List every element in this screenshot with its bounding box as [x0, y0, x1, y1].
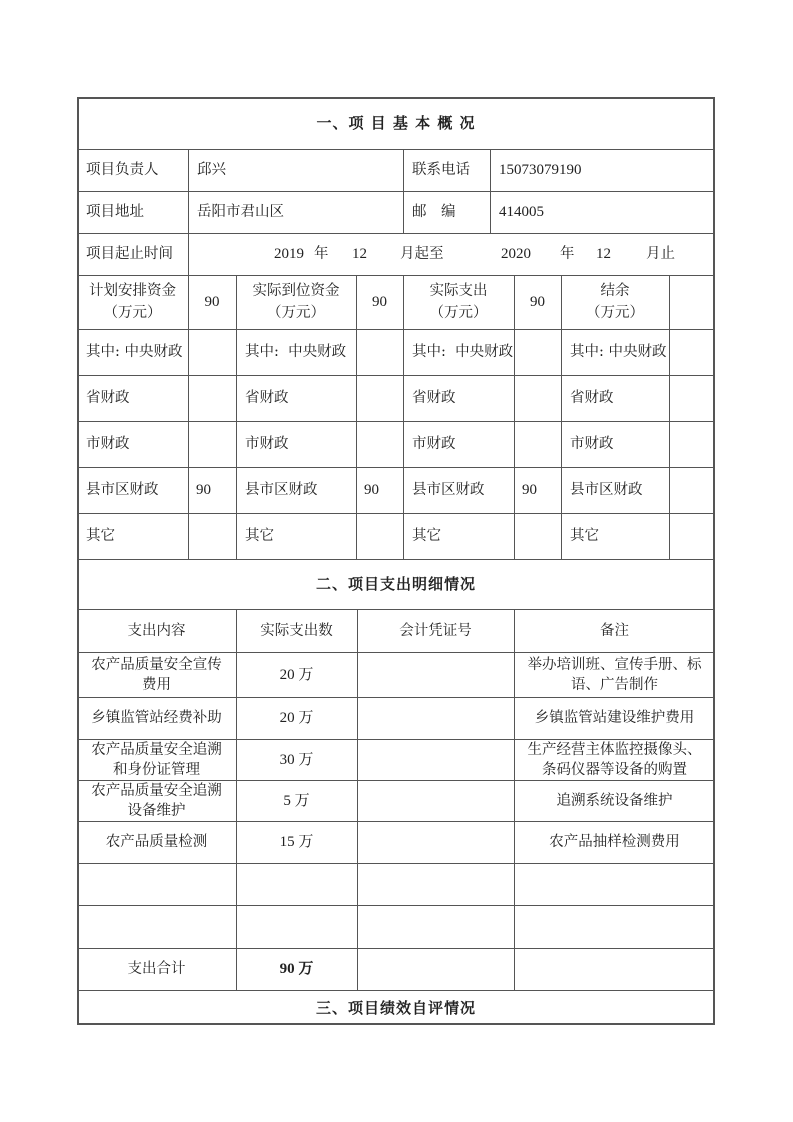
grid-line — [188, 149, 189, 275]
funding-source-value-cell — [188, 421, 236, 467]
address-value: 岳阳市君山区 — [197, 204, 284, 220]
grid-line — [188, 275, 189, 559]
grid-line — [77, 467, 715, 468]
funding-source-label-cell — [236, 467, 356, 513]
expense-note: 举办培训班、宣传手册、标 语、广告制作 — [527, 656, 702, 693]
section1-title: 一、项 目 基 本 概 况 — [316, 114, 476, 132]
postcode-value: 414005 — [499, 204, 544, 220]
section2-title-cell — [77, 559, 715, 609]
funding-source-value: 90 — [364, 482, 379, 498]
period-end-suffix: 月止 — [646, 246, 675, 262]
grid-line — [77, 652, 715, 653]
funding-source-label: 其中: 中央财政 — [245, 344, 347, 360]
expense-voucher-cell — [357, 863, 514, 905]
grid-line — [669, 275, 670, 559]
funding-source-label-cell — [403, 467, 514, 513]
funding-source-value-cell — [514, 375, 561, 421]
expense-note-cell — [514, 821, 715, 863]
period-start-month: 12 — [352, 246, 367, 262]
funding-source-label-cell — [403, 375, 514, 421]
expense-content: 农产品质量检测 — [105, 834, 208, 850]
column-header: 备注 — [600, 622, 629, 639]
address-value-cell — [188, 191, 403, 233]
expense-content-cell — [77, 821, 236, 863]
grid-line — [77, 233, 715, 234]
funding-source-label: 县市区财政 — [245, 482, 318, 498]
grid-line — [77, 697, 715, 698]
grid-line — [77, 739, 715, 740]
expense-content-cell — [77, 905, 236, 948]
grid-line — [236, 609, 237, 990]
funding-source-value-cell — [514, 513, 561, 559]
postcode-value-cell — [490, 191, 715, 233]
expense-note-cell — [514, 780, 715, 821]
funding-source-label-cell — [236, 513, 356, 559]
grid-line — [77, 149, 715, 150]
funding-source-label: 其它 — [245, 528, 274, 544]
funding-source-value-cell — [514, 421, 561, 467]
funding-source-value: 90 — [196, 482, 211, 498]
period-end-year: 2020 — [501, 246, 531, 262]
grid-line — [403, 149, 404, 233]
funding-source-label-cell — [561, 467, 669, 513]
funding-source-value-cell — [356, 421, 403, 467]
expense-content: 农产品质量安全宣传 费用 — [91, 656, 222, 693]
expense-note-cell — [514, 863, 715, 905]
funding-source-label-cell — [561, 329, 669, 375]
expense-header-voucher — [357, 609, 514, 652]
funding-header-balance — [561, 275, 669, 329]
address-label-cell — [77, 191, 188, 233]
funding-header-planned — [77, 275, 188, 329]
expense-amount-cell — [236, 739, 357, 780]
funding-source-label-cell — [77, 467, 188, 513]
phone-value-cell — [490, 149, 715, 191]
funding-source-label: 省财政 — [412, 390, 456, 406]
funding-source-value-cell — [188, 375, 236, 421]
funding-source-label: 县市区财政 — [412, 482, 485, 498]
grid-line — [77, 275, 715, 276]
expense-total-label-cell — [77, 948, 236, 990]
leader-value-cell — [188, 149, 403, 191]
expense-voucher-cell — [357, 780, 514, 821]
period-end-year-unit: 年 — [560, 246, 575, 262]
expense-amount: 15 万 — [279, 834, 314, 850]
grid-line — [514, 609, 515, 990]
expense-note: 生产经营主体监控摄像头、 条码仪器等设备的购置 — [527, 741, 702, 778]
grid-line — [356, 275, 357, 559]
funding-source-value-cell — [188, 329, 236, 375]
expense-content-cell — [77, 863, 236, 905]
period-label: 项目起止时间 — [86, 246, 173, 262]
funding-source-value-cell — [356, 329, 403, 375]
expense-amount: 20 万 — [279, 710, 314, 726]
expense-voucher-cell — [357, 652, 514, 697]
funding-source-label-cell — [403, 513, 514, 559]
column-header: 实际支出数 — [260, 622, 333, 639]
expense-amount: 5 万 — [283, 792, 310, 809]
funding-value-spent — [514, 275, 561, 329]
expense-voucher-cell — [357, 905, 514, 948]
funding-source-label: 市财政 — [245, 436, 289, 452]
funding-header-value: 90 — [530, 294, 545, 310]
funding-source-value-cell — [514, 467, 561, 513]
expense-content-cell — [77, 780, 236, 821]
expense-total-voucher-cell — [357, 948, 514, 990]
grid-line — [77, 375, 715, 376]
funding-source-value-cell — [356, 467, 403, 513]
funding-source-label: 县市区财政 — [570, 482, 643, 498]
address-label: 项目地址 — [86, 204, 144, 220]
expense-content-cell — [77, 739, 236, 780]
expense-amount-cell — [236, 697, 357, 739]
grid-line — [77, 609, 715, 610]
column-header: 支出内容 — [127, 622, 186, 639]
expense-amount-cell — [236, 780, 357, 821]
funding-source-label-cell — [236, 329, 356, 375]
expense-voucher-cell — [357, 697, 514, 739]
period-start-suffix: 月起至 — [400, 246, 444, 262]
funding-source-label-cell — [561, 375, 669, 421]
funding-header-spent — [403, 275, 514, 329]
funding-source-label-cell — [77, 329, 188, 375]
funding-source-value-cell — [188, 513, 236, 559]
funding-source-label-cell — [236, 421, 356, 467]
grid-line — [403, 275, 404, 559]
funding-source-value-cell — [356, 375, 403, 421]
funding-value-received — [356, 275, 403, 329]
expense-content-cell — [77, 652, 236, 697]
grid-line — [77, 329, 715, 330]
expense-total-value-cell — [236, 948, 357, 990]
section1-title-cell — [77, 97, 715, 149]
grid-line — [77, 513, 715, 514]
funding-source-label-cell — [236, 375, 356, 421]
expense-header-content — [77, 609, 236, 652]
expense-note: 农产品抽样检测费用 — [549, 834, 680, 850]
expense-note-cell — [514, 739, 715, 780]
expense-total-value: 90 万 — [279, 961, 314, 977]
expense-amount-cell — [236, 863, 357, 905]
funding-source-label: 省财政 — [86, 390, 130, 406]
grid-line — [77, 780, 715, 781]
expense-note-cell — [514, 905, 715, 948]
funding-source-label-cell — [403, 329, 514, 375]
phone-label: 联系电话 — [412, 162, 470, 178]
column-header: 会计凭证号 — [399, 622, 472, 639]
expense-total-label: 支出合计 — [127, 961, 186, 977]
funding-source-label: 其它 — [86, 528, 115, 544]
postcode-label-cell — [403, 191, 490, 233]
expense-note: 追溯系统设备维护 — [556, 792, 673, 809]
section3-title: 三、项目绩效自评情况 — [315, 998, 476, 1017]
funding-source-label: 省财政 — [570, 390, 614, 406]
grid-line — [77, 191, 715, 192]
grid-line — [77, 948, 715, 949]
grid-line — [236, 275, 237, 559]
period-start-year-unit: 年 — [314, 246, 329, 262]
period-label-cell — [77, 233, 188, 275]
expense-note: 乡镇监管站建设维护费用 — [534, 710, 695, 726]
period-end-month: 12 — [596, 246, 611, 262]
expense-amount-cell — [236, 905, 357, 948]
funding-source-value-cell — [356, 513, 403, 559]
grid-line — [77, 559, 715, 560]
grid-line — [561, 275, 562, 559]
funding-source-label: 其中: 中央财政 — [570, 344, 667, 360]
expense-note-cell — [514, 697, 715, 739]
funding-value-balance — [669, 275, 715, 329]
expense-amount-cell — [236, 821, 357, 863]
funding-header-label: 实际到位资金 （万元） — [252, 283, 340, 321]
funding-header-label: 结余 （万元） — [586, 283, 644, 321]
funding-source-value-cell — [669, 467, 715, 513]
expense-header-amount — [236, 609, 357, 652]
leader-label: 项目负责人 — [86, 162, 159, 178]
funding-source-label-cell — [77, 513, 188, 559]
funding-source-value-cell — [514, 329, 561, 375]
funding-source-label-cell — [403, 421, 514, 467]
funding-header-label: 实际支出 （万元） — [429, 283, 488, 321]
expense-amount: 20 万 — [279, 666, 314, 683]
grid-line — [77, 990, 715, 991]
expense-total-note-cell — [514, 948, 715, 990]
funding-source-label: 省财政 — [245, 390, 289, 406]
section2-title: 二、项目支出明细情况 — [315, 575, 476, 593]
expense-note-cell — [514, 652, 715, 697]
funding-source-value-cell — [669, 329, 715, 375]
funding-header-received — [236, 275, 356, 329]
grid-line — [514, 275, 515, 559]
grid-line — [77, 863, 715, 864]
period-value-cell — [188, 233, 715, 275]
section3-title-cell — [77, 990, 715, 1025]
funding-source-label: 市财政 — [412, 436, 456, 452]
funding-value-planned — [188, 275, 236, 329]
grid-line — [357, 609, 358, 990]
funding-source-label-cell — [561, 513, 669, 559]
funding-source-label: 市财政 — [570, 436, 614, 452]
expense-voucher-cell — [357, 739, 514, 780]
funding-header-value: 90 — [204, 294, 220, 310]
funding-source-label: 其它 — [412, 528, 441, 544]
period-start-year: 2019 — [274, 246, 304, 262]
grid-line — [77, 421, 715, 422]
funding-source-label: 其中: 中央财政 — [86, 344, 183, 360]
funding-source-label: 其它 — [570, 528, 599, 544]
funding-source-label: 县市区财政 — [86, 482, 159, 498]
expense-amount: 30 万 — [279, 751, 314, 768]
leader-label-cell — [77, 149, 188, 191]
funding-source-label: 市财政 — [86, 436, 130, 452]
expense-voucher-cell — [357, 821, 514, 863]
grid-line — [77, 905, 715, 906]
grid-line — [77, 821, 715, 822]
funding-source-label-cell — [77, 375, 188, 421]
funding-header-label: 计划安排资金 （万元） — [89, 283, 176, 321]
expense-content: 乡镇监管站经费补助 — [91, 710, 222, 726]
phone-label-cell — [403, 149, 490, 191]
funding-source-value-cell — [669, 375, 715, 421]
expense-header-note — [514, 609, 715, 652]
expense-amount-cell — [236, 652, 357, 697]
funding-header-value: 90 — [372, 294, 387, 310]
expense-content: 农产品质量安全追溯 和身份证管理 — [91, 741, 222, 778]
funding-source-label-cell — [77, 421, 188, 467]
expense-content-cell — [77, 697, 236, 739]
funding-source-value-cell — [669, 421, 715, 467]
grid-line — [490, 149, 491, 233]
leader-value: 邱兴 — [197, 162, 226, 178]
funding-source-label: 其中: 中央财政 — [412, 344, 514, 360]
funding-source-value-cell — [188, 467, 236, 513]
funding-source-value: 90 — [522, 482, 537, 498]
phone-value: 15073079190 — [499, 162, 582, 178]
funding-source-value-cell — [669, 513, 715, 559]
postcode-label: 邮 编 — [412, 204, 456, 220]
funding-source-label-cell — [561, 421, 669, 467]
expense-content: 农产品质量安全追溯 设备维护 — [91, 782, 222, 819]
